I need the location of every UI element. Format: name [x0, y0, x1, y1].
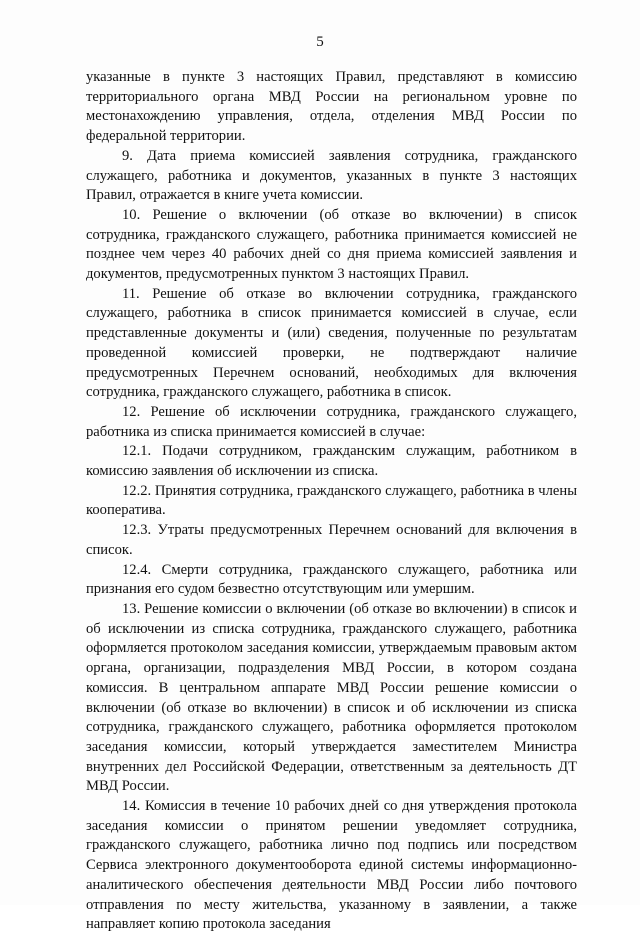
- paragraph-12-1: 12.1. Подачи сотрудником, гражданским служащим, работником в комиссию заявления об исключении из списка.: [86, 443, 577, 480]
- document-body: [86, 68, 577, 935]
- paragraph-11: 11. Решение об отказе во включении сотрудника, гражданского служащего, работника в список принимается комиссией в случае, если представленные документы и (или) сведения, полученные по результатам проведенной комиссией проверки, не подтверждают наличие предусмотренных Перечнем оснований, необходимых для включения сотрудника, гражданского служащего, работника в список.: [86, 285, 577, 401]
- paragraph-12: 12. Решение об исключении сотрудника, гражданского служащего, работника из списка принимается комиссией в случае:: [86, 403, 577, 440]
- paragraph-12-3: 12.3. Утраты предусмотренных Перечнем оснований для включения в список.: [86, 522, 577, 558]
- paragraph-14: 14. Комиссия в течение 10 рабочих дней со дня утверждения протокола заседания комиссии о принятом решении уведомляет сотрудника, гражданского служащего, работника лично под подпись или посредством Сервиса электронного документооборота единой системы информационно-аналитического обеспечения деятельности МВД России либо почтового отправления по месту жительства, указанному в заявлении, а также направляет копию протокола заседания: [86, 798, 577, 933]
- paragraph-12-4: 12.4. Смерти сотрудника, гражданского служащего, работника или признания его судом безвестно отсутствующим или умершим.: [86, 561, 577, 598]
- paragraph-10: 10. Решение о включении (об отказе во включении) в список сотрудника, гражданского служащего, работника принимается комиссией не позднее чем через 40 рабочих дней со дня приема комиссией заявления и документов, предусмотренных пунктом 3 настоящих Правил.: [86, 206, 577, 283]
- paragraph-12-2: 12.2. Принятия сотрудника, гражданского служащего, работника в члены кооператива.: [86, 482, 578, 519]
- paragraph-continuation: указанные в пункте 3 настоящих Правил, представляют в комиссию территориального органа МВД России на региональном уровне по местонахождению управления, отдела, отделения МВД России по федеральной территории.: [86, 69, 577, 145]
- page-number: 5: [316, 34, 324, 50]
- paragraph-9: 9. Дата приема комиссией заявления сотрудника, гражданского служащего, работника и документов, указанных в пункте 3 настоящих Правил, отражается в книге учета комиссии.: [86, 147, 577, 204]
- paragraph-13: 13. Решение комиссии о включении (об отказе во включении) в список и об исключении из списка сотрудника, гражданского служащего, работника оформляется протоколом заседания комиссии, утверждаемым правовым актом органа, организации, подразделения МВД России, в котором создана комиссия. В центральном аппарате МВД России решение комиссии о включении (об отказе во включении) в список и об исключении из списка сотрудника, гражданского служащего, работника оформляется протоколом заседания комиссии, который утверждается заместителем Министра внутренних дел Российской Федерации, ответственным за деятельность ДТ МВД России.: [86, 600, 577, 795]
